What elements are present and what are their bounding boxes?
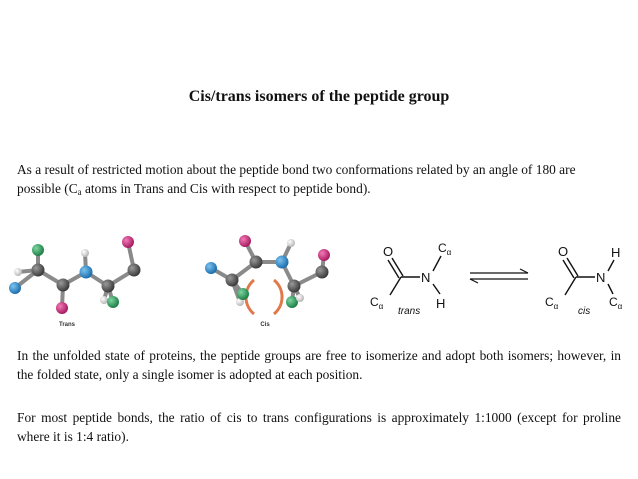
trans-alpha-carbon-atom <box>102 280 115 293</box>
slide-title: Cis/trans isomers of the peptide group <box>188 88 450 105</box>
cis-carbon-atom <box>316 266 329 279</box>
trans-calpha-top-c: C <box>438 241 447 255</box>
trans-amide-nitrogen-atom <box>80 266 93 279</box>
cis-ball-stick-model <box>205 235 330 328</box>
cis-calpha-left-label <box>545 295 559 311</box>
equilibrium-arrows <box>470 269 528 283</box>
cis-hydrogen-atom <box>296 294 304 302</box>
trans-n-atom-label: N <box>421 270 431 285</box>
cis-carbonyl-carbon-atom <box>250 256 263 269</box>
trans-skeletal-bonds <box>388 256 441 295</box>
cis-nitrogen-atom <box>205 262 217 274</box>
cis-amide-nitrogen-atom <box>276 256 289 269</box>
trans-calpha-top-label <box>438 241 452 257</box>
trans-calpha-bottom-sub: α <box>378 302 384 311</box>
intro-text-after: atoms in Trans and Cis with respect to peptide bond). <box>81 181 371 196</box>
cis-skeletal-structure <box>545 244 623 317</box>
cis-bonds <box>211 241 324 302</box>
trans-o-atom-label: O <box>383 244 394 259</box>
ratio-paragraph: For most peptide bonds, the ratio of cis to trans configurations is approximately 1:1000 (except for proline where it is 1:4 ratio). <box>17 410 621 444</box>
alpha-subscript: a <box>77 187 82 197</box>
trans-h-atom-label: H <box>436 296 446 311</box>
trans-model-label: Trans <box>58 322 76 328</box>
isomer-figure <box>0 228 638 340</box>
cis-n-atom-label: N <box>596 270 606 285</box>
cis-oxygen-atom <box>318 249 330 261</box>
trans-hydrogen-atom <box>100 296 108 304</box>
trans-calpha-bottom-c: C <box>370 295 379 309</box>
intro-paragraph <box>17 160 621 198</box>
trans-hydrogen-atom <box>14 268 22 276</box>
cis-r-group-atom <box>237 288 249 300</box>
trans-oxygen-atom <box>56 302 68 314</box>
cis-amide-hydrogen-atom <box>287 239 295 247</box>
cis-skeletal-bonds <box>563 258 614 295</box>
cis-calpha-left-c: C <box>545 295 554 309</box>
trans-oxygen-atom <box>122 236 134 248</box>
trans-calpha-top-sub: α <box>446 248 452 257</box>
cis-calpha-left-sub: α <box>553 302 559 311</box>
trans-skeletal-structure <box>370 241 452 317</box>
unfolded-state-paragraph: In the unfolded state of proteins, the peptide groups are free to isomerize and adopt both isomers; however, in the folded state, only a single isomer is adopted at each position. <box>17 348 621 382</box>
isomer-figure-svg <box>0 228 638 340</box>
trans-nitrogen-atom <box>9 282 21 294</box>
trans-structure-label: trans <box>398 306 421 317</box>
cis-calpha-right-label <box>609 295 623 311</box>
cis-alpha-carbon-atom <box>226 274 239 287</box>
cis-calpha-right-c: C <box>609 295 618 309</box>
reverse-arrow-head <box>470 279 478 283</box>
cis-calpha-right-sub: α <box>617 302 623 311</box>
trans-r-group-atom <box>32 244 44 256</box>
trans-carbonyl-carbon-atom <box>57 279 70 292</box>
cis-steric-clash-arc-right <box>274 280 282 314</box>
cis-oxygen-atom <box>239 235 251 247</box>
cis-o-atom-label: O <box>558 244 569 259</box>
trans-amide-hydrogen-atom <box>81 249 89 257</box>
cis-structure-label: cis <box>578 306 591 317</box>
trans-r-group-atom <box>107 296 119 308</box>
forward-arrow-head <box>520 269 528 273</box>
intro-text-before: As a result of restricted motion about the peptide bond two conformations related by an angle of 180 are possible (C <box>17 162 576 196</box>
cis-h-atom-label: H <box>611 245 621 260</box>
trans-calpha-bottom-label <box>370 295 384 311</box>
trans-ball-stick-model <box>9 236 141 328</box>
cis-alpha-carbon-atom <box>288 280 301 293</box>
trans-carbon-atom <box>128 264 141 277</box>
cis-model-label: Cis <box>260 322 270 328</box>
trans-alpha-carbon-atom <box>32 264 45 277</box>
